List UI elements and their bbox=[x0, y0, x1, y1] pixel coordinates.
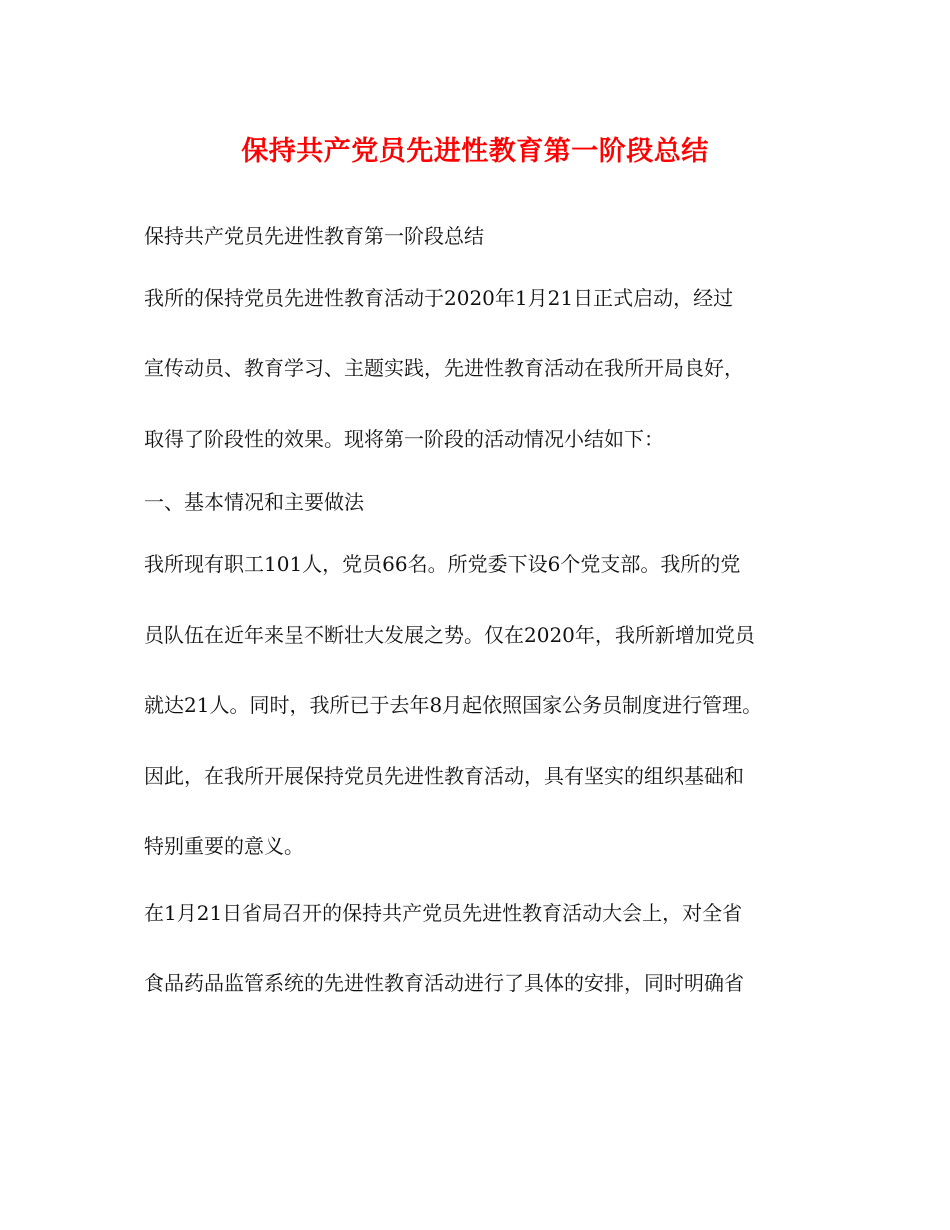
body-line: 宣传动员、教育学习、主题实践，先进性教育活动在我所开局良好， bbox=[144, 356, 744, 380]
body-line: 我所现有职工101人，党员66名。所党委下设6个党支部。我所的党 bbox=[144, 552, 741, 576]
body-line: 在1月21日省局召开的保持共产党员先进性教育活动大会上，对全省 bbox=[144, 901, 743, 925]
document-title: 保持共产党员先进性教育第一阶段总结 bbox=[241, 136, 709, 167]
section-heading: 一、基本情况和主要做法 bbox=[144, 490, 364, 514]
body-line-subtitle: 保持共产党员先进性教育第一阶段总结 bbox=[144, 224, 484, 248]
body-line: 特别重要的意义。 bbox=[144, 834, 304, 858]
body-line: 就达21人。同时，我所已于去年8月起依照国家公务员制度进行管理。 bbox=[144, 693, 763, 717]
body-line: 我所的保持党员先进性教育活动于2020年1月21日正式启动，经过 bbox=[144, 286, 734, 310]
body-line: 食品药品监管系统的先进性教育活动进行了具体的安排，同时明确省 bbox=[144, 971, 744, 995]
body-line: 员队伍在近年来呈不断壮大发展之势。仅在2020年，我所新增加党员 bbox=[144, 623, 755, 647]
body-line: 因此，在我所开展保持党员先进性教育活动，具有坚实的组织基础和 bbox=[144, 764, 744, 788]
body-line: 取得了阶段性的效果。现将第一阶段的活动情况小结如下： bbox=[144, 427, 664, 451]
